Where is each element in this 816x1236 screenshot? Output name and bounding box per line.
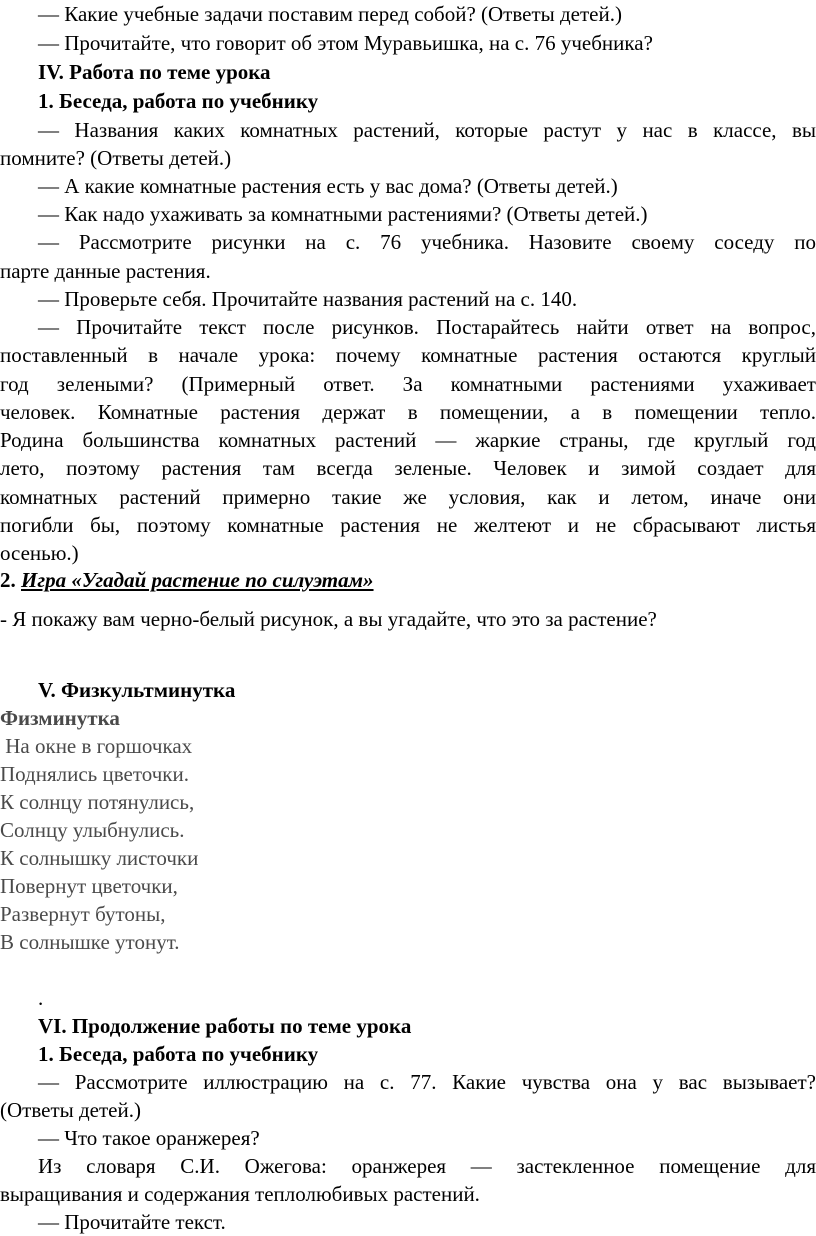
text-line: лето, поэтому растения там всегда зеленые. Человек и зимой создает для	[0, 456, 816, 480]
poem-line: Развернут бутоны,	[0, 902, 166, 926]
text-line: комнатных растений примерно такие же условия, как и летом, иначе они	[0, 485, 816, 509]
text-line: поставленный в начале урока: почему комнатные растения остаются круглый	[0, 343, 816, 367]
text-line: осенью.)	[0, 541, 79, 565]
text-line: (Ответы детей.)	[0, 1098, 141, 1122]
poem-line: Повернут цветочки,	[0, 874, 178, 898]
text-line: — Проверьте себя. Прочитайте названия растений на с. 140.	[38, 287, 578, 311]
section-heading: VI. Продолжение работы по теме урока	[38, 1014, 412, 1038]
text-line: — Как надо ухаживать за комнатными растениями? (Ответы детей.)	[38, 202, 648, 226]
subsection-heading: 1. Беседа, работа по учебнику	[38, 1042, 319, 1066]
section-heading: IV. Работа по теме урока	[38, 60, 271, 84]
poem-line: Солнцу улыбнулись.	[0, 818, 185, 842]
game-heading	[0, 566, 816, 594]
text-line: — Названия каких комнатных растений, которые растут у нас в классе, вы	[38, 118, 816, 142]
subsection-heading: 1. Беседа, работа по учебнику	[38, 89, 319, 113]
poem-line: К солнцу потянулись,	[0, 790, 195, 814]
text-line: — Что такое оранжерея?	[38, 1126, 260, 1150]
text-line: - Я покажу вам черно-белый рисунок, а вы угадайте, что это за растение?	[0, 607, 657, 631]
text-line: — Прочитайте текст.	[38, 1210, 226, 1234]
game-number: 2.	[0, 568, 21, 592]
text-line: Родина большинства комнатных растений — жаркие страны, где круглый год	[0, 428, 816, 452]
poem-line: К солнышку листочки	[0, 846, 199, 870]
text-line: .	[38, 986, 44, 1010]
text-line: — А какие комнатные растения есть у вас дома? (Ответы детей.)	[38, 174, 618, 198]
poem-line: На окне в горшочках	[0, 734, 193, 758]
section-heading: V. Физкультминутка	[38, 678, 236, 702]
text-line: — Какие учебные задачи поставим перед собой? (Ответы детей.)	[38, 2, 622, 26]
text-line: выращивания и содержания теплолюбивых растений.	[0, 1182, 480, 1206]
text-line: Из словаря С.И. Ожегова: оранжерея — застекленное помещение для	[38, 1154, 816, 1178]
text-line: — Прочитайте текст после рисунков. Постарайтесь найти ответ на вопрос,	[38, 315, 816, 339]
poem-line: Поднялись цветочки.	[0, 762, 189, 786]
game-title: Игра «Угадай растение по силуэтам»	[21, 568, 374, 592]
text-line: год зелеными? (Примерный ответ. За комнатными растениями ухаживает	[0, 372, 816, 396]
poem-line: В солнышке утонут.	[0, 930, 180, 954]
text-line: помните? (Ответы детей.)	[0, 146, 232, 170]
text-line: — Рассмотрите рисунки на с. 76 учебника. Назовите своему соседу по	[38, 230, 816, 254]
text-line: парте данные растения.	[0, 259, 211, 283]
text-line: человек. Комнатные растения держат в помещении, а в помещении тепло.	[0, 400, 816, 424]
poem-title: Физминутка	[0, 706, 120, 730]
text-line: — Прочитайте, что говорит об этом Муравьишка, на с. 76 учебника?	[38, 31, 653, 55]
text-line: погибли бы, поэтому комнатные растения не желтеют и не сбрасывают листья	[0, 513, 816, 537]
text-line: — Рассмотрите иллюстрацию на с. 77. Какие чувства она у вас вызывает?	[38, 1070, 816, 1094]
